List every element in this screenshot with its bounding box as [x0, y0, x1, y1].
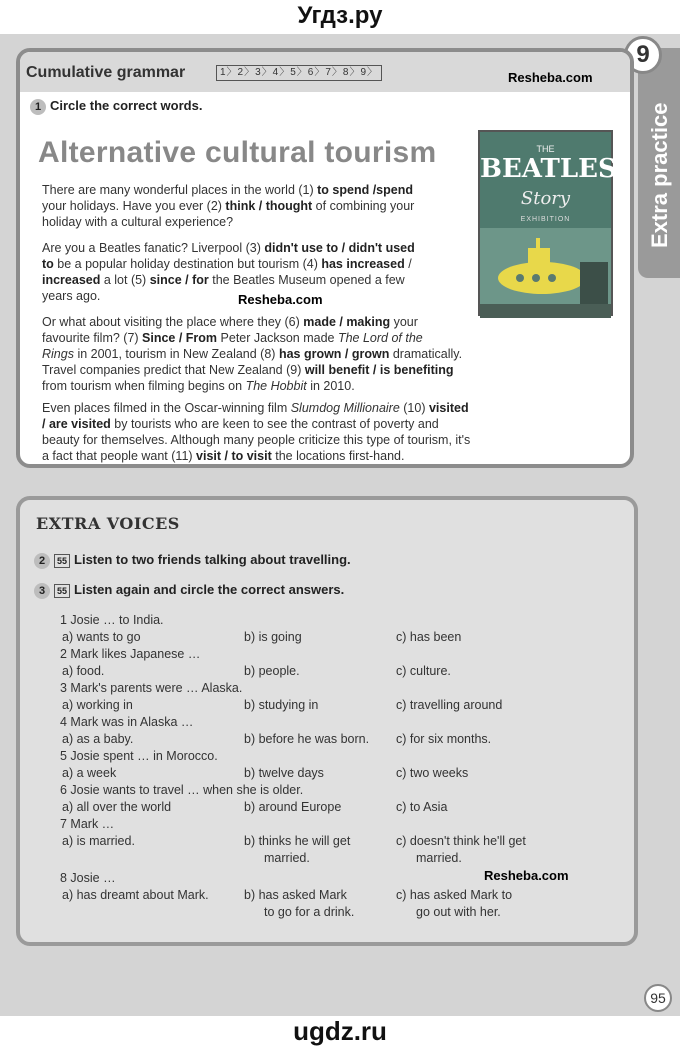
cd-track-icon: 55	[54, 584, 70, 598]
extra-voices-title: EXTRA VOICES	[36, 514, 180, 533]
option-c: c) doesn't think he'll get	[396, 834, 526, 848]
option-b: b) around Europe	[244, 800, 342, 814]
option-a: a) wants to go	[62, 630, 141, 644]
question-stem: 6 Josie wants to travel … when she is older.	[60, 783, 304, 797]
box-header	[20, 52, 630, 92]
option-a: a) working in	[62, 698, 133, 712]
option-c-continued: go out with her.	[416, 905, 501, 919]
option-c: c) to Asia	[396, 800, 448, 814]
exercise-1-instruction	[30, 98, 202, 115]
instruction-text: Listen to two friends talking about travelling.	[74, 552, 351, 567]
poster-beatles: BEATLES	[480, 154, 617, 184]
option-b: b) is going	[244, 630, 302, 644]
option-b: b) has asked Mark	[244, 888, 347, 902]
option-a: a) food.	[62, 664, 105, 678]
page-number: 95	[644, 984, 672, 1012]
question-stem: 2 Mark likes Japanese …	[60, 647, 201, 661]
exercise-number: 1	[30, 99, 46, 115]
unit-progress-arrows: 1〉2〉3〉4〉5〉6〉7〉8〉9〉	[216, 65, 382, 81]
instruction-text: Listen again and circle the correct answers.	[74, 582, 345, 597]
textbook-page	[0, 34, 680, 1016]
beatles-story-poster	[478, 130, 617, 316]
option-b-continued: to go for a drink.	[264, 905, 355, 919]
paragraph-1: There are many wonderful places in the world (1) to spend /spend your holidays. Have you ever (2) think / thought of combining your holiday with a cultural experience?	[42, 183, 415, 229]
question-stem: 3 Mark's parents were … Alaska.	[60, 681, 243, 695]
question-stem: 1 Josie … to India.	[60, 613, 164, 627]
option-b: b) twelve days	[244, 766, 324, 780]
paragraph-4: Even places filmed in the Oscar-winning film Slumdog Millionaire (10) visited / are visited by tourists who are keen to see the contrast of poverty and beauty for themselves. Although many people criticize this type of tourism, it's a fact that people want (11) visit / to visit the locations first-hand.	[42, 401, 471, 463]
article-heading: Alternative cultural tourism	[38, 136, 437, 169]
question-stem: 5 Josie spent … in Morocco.	[60, 749, 218, 763]
paragraph-2: Are you a Beatles fanatic? Liverpool (3) didn't use to / didn't used to be a popular holiday destination but tourism (4) has increased / increased a lot (5) since / for the Beatles Museum opened a few years ago.	[42, 241, 415, 303]
cd-track-icon: 55	[54, 554, 70, 568]
watermark-bottom: ugdz.ru	[293, 1016, 387, 1046]
option-c: c) culture.	[396, 664, 451, 678]
watermark-top: Угдз.ру	[297, 2, 383, 29]
option-b: b) studying in	[244, 698, 319, 712]
exercise-number: 2	[34, 553, 50, 569]
instruction-text: Circle the correct words.	[50, 98, 203, 113]
extra-voices-box	[16, 496, 638, 946]
resheba-watermark-3: Resheba.com	[484, 868, 569, 883]
extra-practice-tab	[638, 48, 680, 278]
poster-story: Story	[520, 188, 571, 209]
option-b: b) thinks he will get	[244, 834, 351, 848]
yellow-submarine-icon	[480, 228, 611, 318]
option-a: a) is married.	[62, 834, 135, 848]
option-c: c) has asked Mark to	[396, 888, 513, 902]
exercise-number: 3	[34, 583, 50, 599]
question-stem: 8 Josie …	[60, 871, 116, 885]
question-stem: 4 Mark was in Alaska …	[60, 715, 194, 729]
option-c: c) for six months.	[396, 732, 492, 746]
exercise-2-instruction	[34, 552, 351, 569]
option-a: a) as a baby.	[62, 732, 134, 746]
cumulative-grammar-title: Cumulative grammar	[26, 64, 186, 81]
exercise-3-instruction	[34, 582, 344, 599]
option-a: a) all over the world	[62, 800, 172, 814]
option-c: c) has been	[396, 630, 462, 644]
option-b: b) people.	[244, 664, 300, 678]
resheba-watermark-2: Resheba.com	[238, 292, 323, 307]
poster-exhibition: EXHIBITION	[520, 216, 571, 223]
option-c-continued: married.	[416, 851, 462, 865]
option-a: a) has dreamt about Mark.	[62, 888, 209, 902]
unit-number-badge: 9	[624, 36, 662, 74]
option-b: b) before he was born.	[244, 732, 370, 746]
option-a: a) a week	[62, 766, 117, 780]
side-tab-label: Extra practice	[647, 102, 672, 248]
option-c: c) two weeks	[396, 766, 469, 780]
option-b-continued: married.	[264, 851, 310, 865]
poster-the: THE	[536, 144, 555, 154]
option-c: c) travelling around	[396, 698, 503, 712]
paragraph-3: Or what about visiting the place where they (6) made / making your favourite film? (7) Since / From Peter Jackson made The Lord of the Rings in 2001, tourism in New Zealand (8) has grown / grown dramatically. Travel companies predict that New Zealand (9) will benefit / is benefiting from tourism when filming begins on The Hobbit in 2010.	[42, 315, 463, 393]
cumulative-grammar-box	[16, 48, 634, 468]
resheba-watermark: Resheba.com	[508, 70, 593, 85]
question-stem: 7 Mark …	[60, 817, 115, 831]
